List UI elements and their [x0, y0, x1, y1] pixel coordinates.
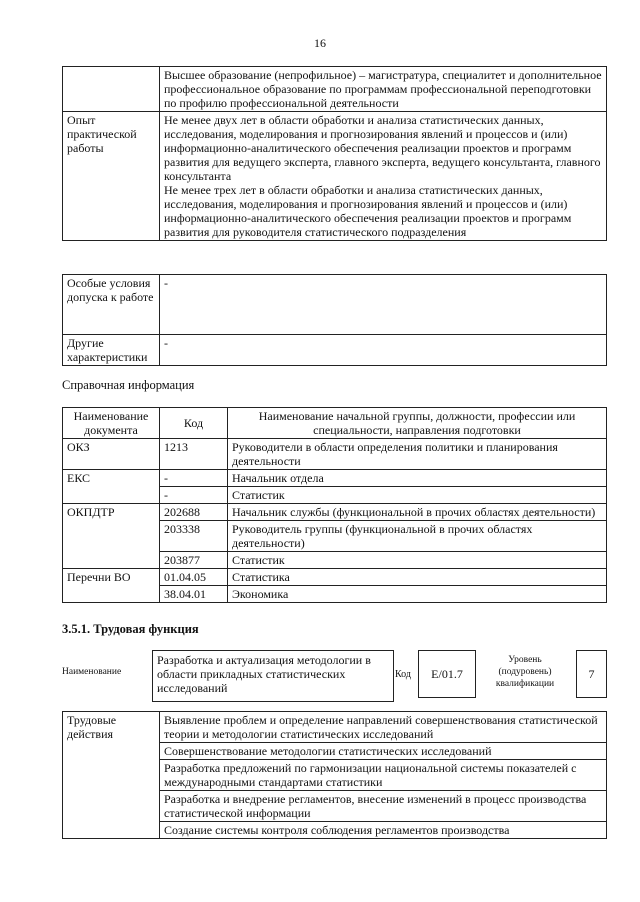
page-number: 16 [314, 36, 326, 50]
action-item: Создание системы контроля соблюдения регламентов производства [160, 822, 607, 839]
header-name: Наименование начальной группы, должности, профессии или специальности, направления подготовки [228, 408, 607, 439]
okz-name: Руководители в области определения политики и планирования деятельности [228, 439, 607, 470]
okpdtr-doc: ОКПДТР [63, 504, 160, 569]
special-conditions-label: Особые условия допуска к работе [63, 275, 160, 335]
vo-code-1: 01.04.05 [160, 569, 228, 586]
table-row [63, 470, 607, 487]
vo-code-2: 38.04.01 [160, 586, 228, 603]
experience-text-2: Не менее трех лет в области обработки и анализа статистических данных, исследования, моделирования и прогнозирования явлений и процессов и (или) информационно-аналитического обеспечения реализации проектов и программ развития для руководителя статистического подразделения [164, 183, 572, 239]
table-row [63, 569, 607, 586]
vo-name-1: Статистика [228, 569, 607, 586]
reference-title: Справочная информация [62, 378, 195, 392]
requirements-table [62, 66, 607, 241]
okpdtr-code-3: 203877 [160, 552, 228, 569]
eks-code-2: - [160, 487, 228, 504]
action-item: Разработка и внедрение регламентов, внесение изменений в процесс производства статистической информации [160, 791, 607, 822]
vo-name-2: Экономика [228, 586, 607, 603]
reference-table [62, 407, 607, 603]
function-code-label: Код [395, 669, 411, 680]
action-item: Выявление проблем и определение направлений совершенствования статистической теории и методологии статистических исследований [160, 712, 607, 743]
actions-table [62, 711, 607, 839]
eks-doc: ЕКС [63, 470, 160, 504]
okpdtr-code-2: 203338 [160, 521, 228, 552]
special-conditions-value: - [160, 275, 607, 335]
experience-text-1: Не менее двух лет в области обработки и анализа статистических данных, исследования, моделирования и прогнозирования явлений и процессов и (или) информационно-аналитического обеспечения реализации проектов и программ развития для ведущего эксперта, главного эксперта, ведущего консультанта, главного консультанта [164, 113, 601, 183]
eks-name-2: Статистик [228, 487, 607, 504]
header-code: Код [160, 408, 228, 439]
other-characteristics-label: Другие характеристики [63, 335, 160, 366]
section-title: 3.5.1. Трудовая функция [62, 622, 199, 636]
function-code-value: E/01.7 [418, 650, 476, 698]
table-row [63, 439, 607, 470]
actions-label: Трудовые действия [63, 712, 160, 839]
table-header-row [63, 408, 607, 439]
conditions-table [62, 274, 607, 366]
action-item: Совершенствование методологии статистических исследований [160, 743, 607, 760]
action-item: Разработка предложений по гармонизации национальной системы показателей с международными стандартами статистики [160, 760, 607, 791]
okpdtr-name-1: Начальник службы (функциональной в прочих областях деятельности) [228, 504, 607, 521]
okpdtr-code-1: 202688 [160, 504, 228, 521]
header-doc: Наименование документа [63, 408, 160, 439]
okz-code: 1213 [160, 439, 228, 470]
function-name-value: Разработка и актуализация методологии в области прикладных статистических исследований [152, 650, 394, 702]
vo-doc: Перечни ВО [63, 569, 160, 603]
eks-name-1: Начальник отдела [228, 470, 607, 487]
table-row [63, 335, 607, 366]
qualification-level-value: 7 [576, 650, 607, 698]
eks-code-1: - [160, 470, 228, 487]
table-row [63, 712, 607, 743]
actions-table-wrapper [62, 711, 608, 861]
table-row [63, 275, 607, 335]
okpdtr-name-2: Руководитель группы (функциональной в прочих областях деятельности) [228, 521, 607, 552]
okz-doc: ОКЗ [63, 439, 160, 470]
experience-label: Опыт практической работы [63, 112, 160, 241]
table-row [63, 112, 607, 241]
table-row [63, 504, 607, 521]
experience-cell [160, 112, 607, 241]
qualification-level-label: Уровень (подуровень) квалификации [495, 655, 555, 689]
education-cell: Высшее образование (непрофильное) – магистратура, специалитет и дополнительное профессиональное образование по программам профессиональной переподготовки по профилю профессиональной деятельности [160, 67, 607, 112]
empty-cell [63, 67, 160, 112]
other-characteristics-value: - [160, 335, 607, 366]
table-row [63, 67, 607, 112]
okpdtr-name-3: Статистик [228, 552, 607, 569]
function-name-label: Наименование [62, 667, 122, 677]
